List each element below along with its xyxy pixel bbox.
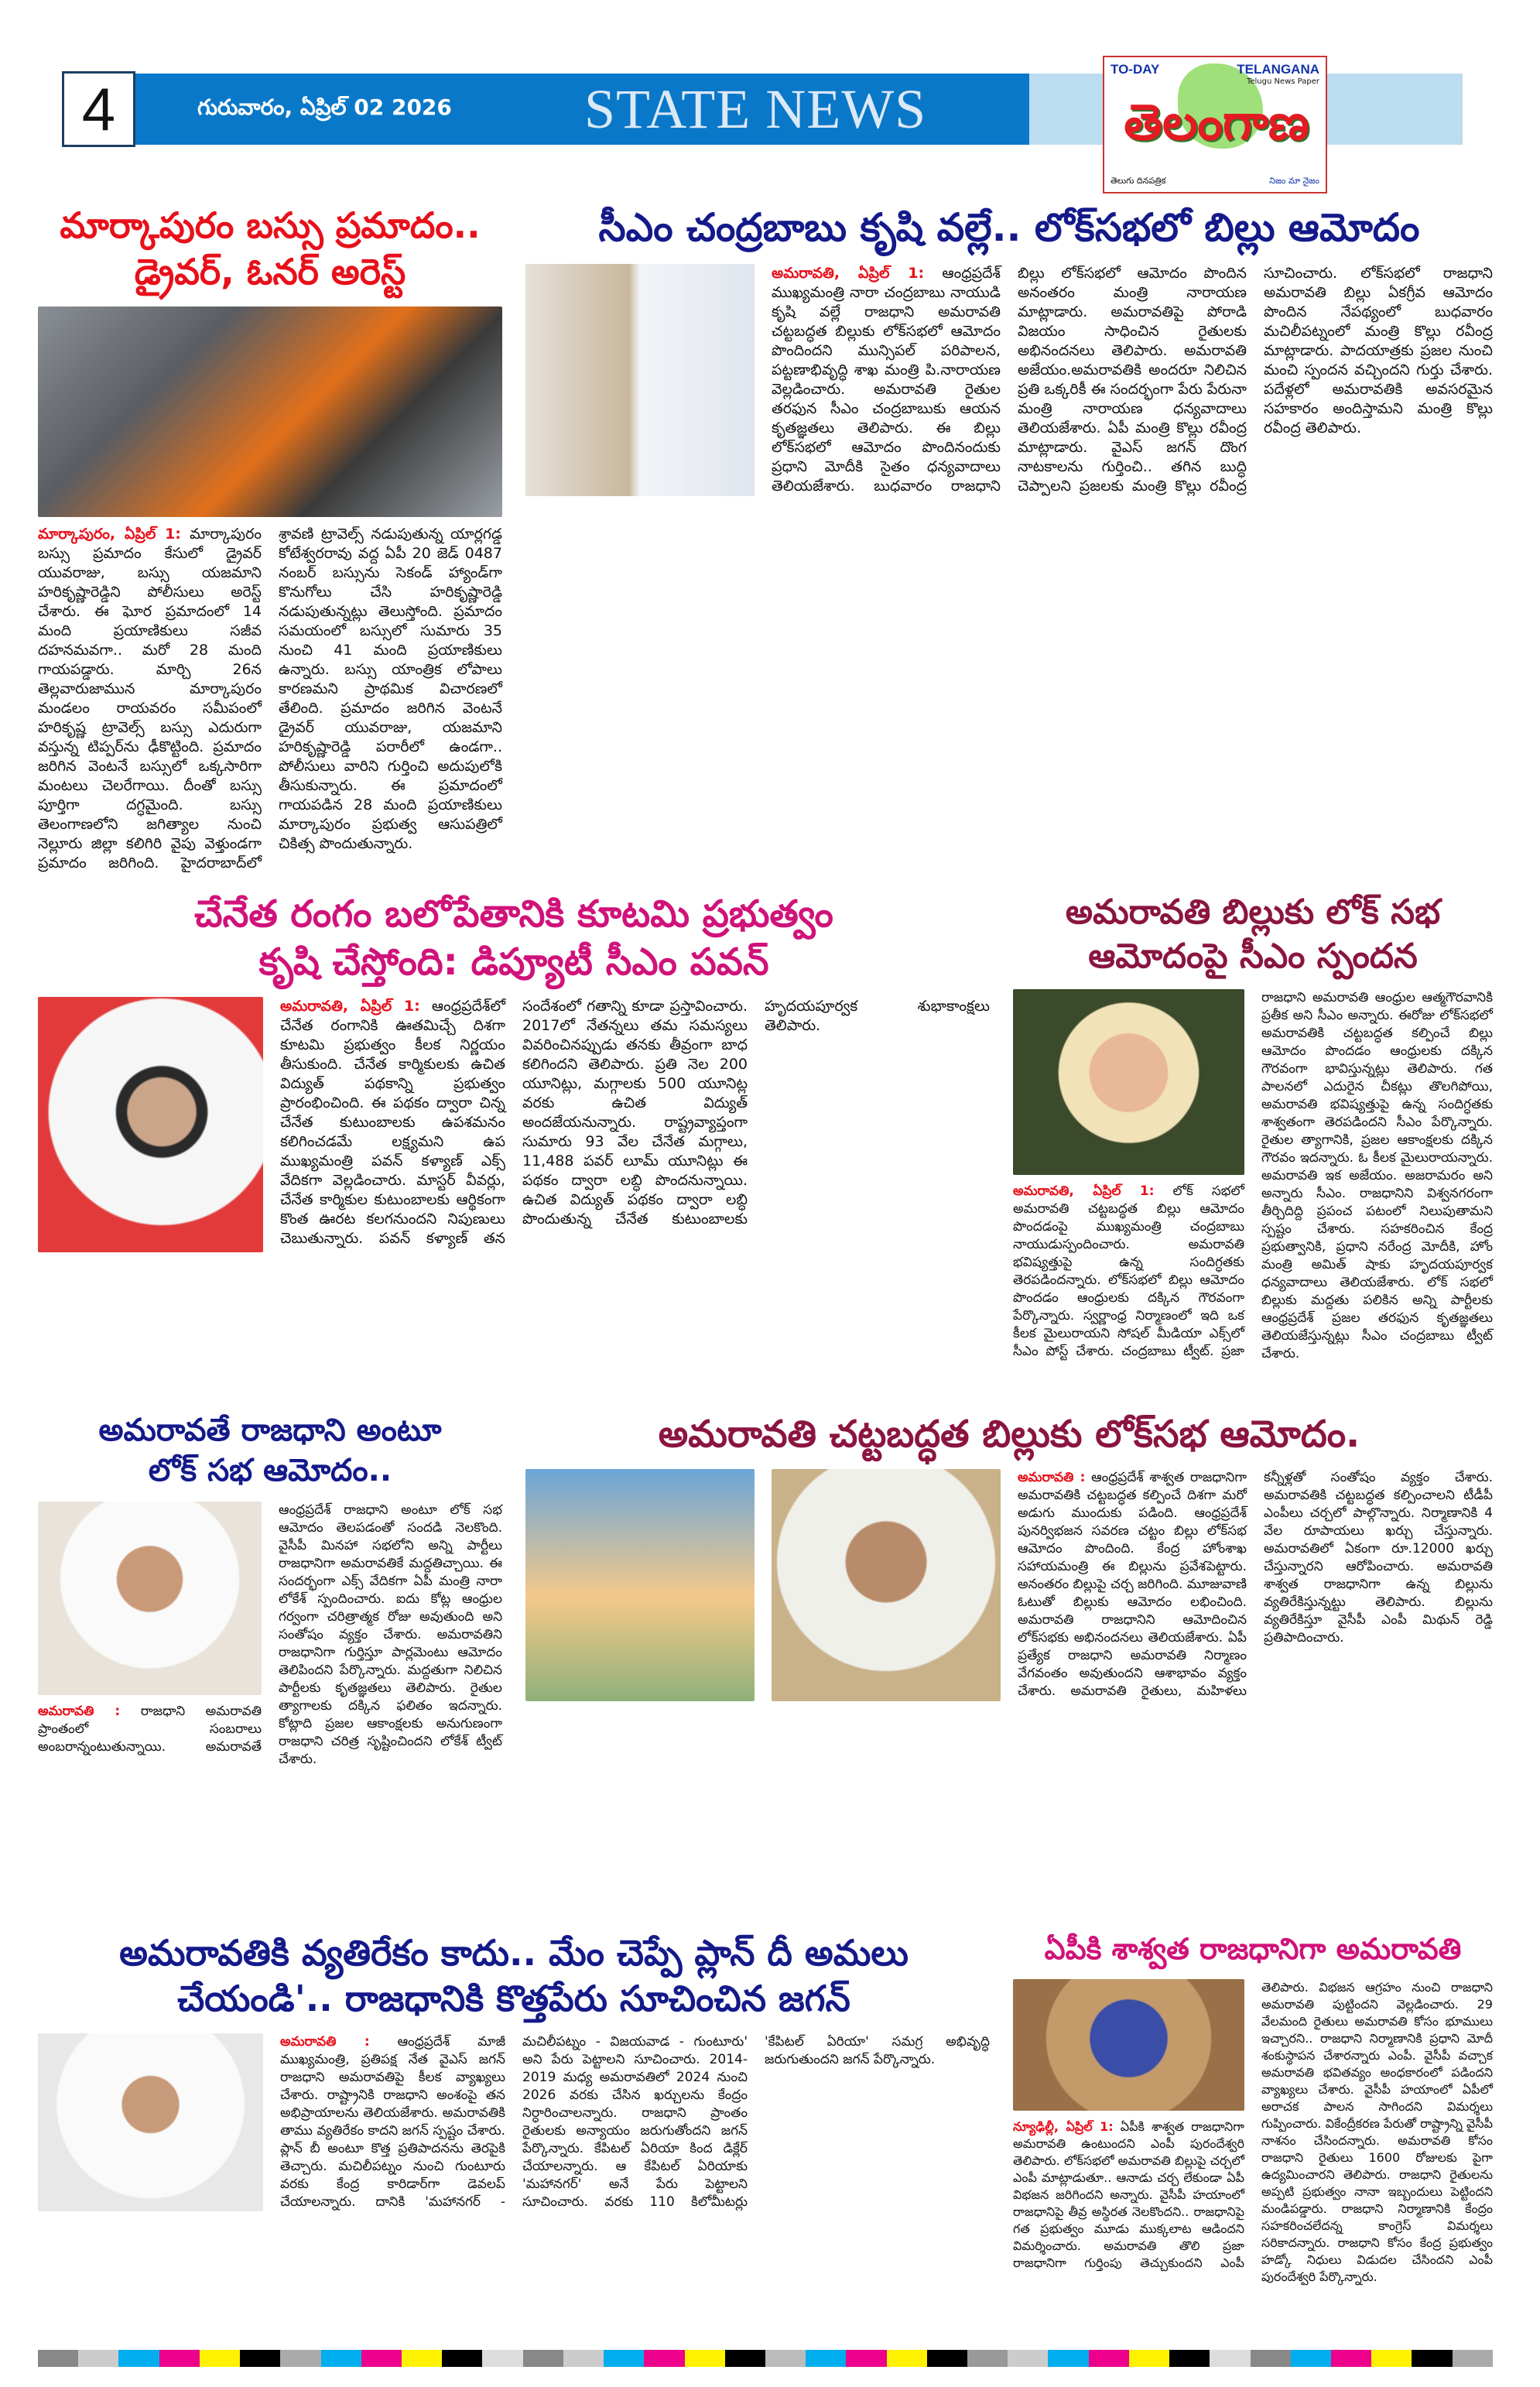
- color-swatch: [361, 2350, 402, 2367]
- issue-date: గురువారం, ఏప్రిల్ 02 2026: [197, 94, 452, 120]
- row-4: [38, 1930, 1493, 2333]
- headline-line: కృషి చేస్తోంది: డిప్యూటీ సీఎం పవన్: [258, 940, 769, 984]
- headline-handloom: [38, 890, 990, 987]
- color-swatch: [442, 2350, 482, 2367]
- headline-line: చేనేత రంగం బలోపేతానికి కూటమి ప్రభుత్వం: [194, 892, 833, 936]
- article-text: లోక్ సభలో అమరావతి చట్టబద్ధత బిల్లు ఆమోదం పొందడంపై ముఖ్యమంత్రి చంద్రబాబు నాయుడుస్పందించారు. అమరావతి భవిష్యత్తుపై ఉన్న సందిగ్ధతకు తెరపడిందన్నారు. లోక్‌సభలో బిల్లు ఆమోదం పొందడం ఆంధ్రులకు దక్కిన గౌరవంగా పేర్కొన్నారు. స్వర్ణాంధ్ర నిర్మాణంలో ఇది ఒక కీలక మైలురాయని సోషల్ మీడియా ఎక్స్‌లో సీఎం పోస్ట్ చేశారు. చంద్రబాబు ట్వీట్. ప్రజా రాజధాని అమరావతి ఆంధ్రుల ఆత్మగౌరవానికి ప్రతీక అని సీఎం అన్నారు. ఈరోజు లోక్‌సభలో అమరావతికి చట్టబద్ధత కల్పించే బిల్లు ఆమోదం పొందడం ఆంధ్రులకు దక్కిన గౌరవంగా భావిస్తున్నట్లు తెలిపారు. గత పాలనలో ఎదురైన చీకట్లు తొలగిపోయి, అమరావతి భవిష్యత్తుపై ఉన్న సందిగ్ధతకు శాశ్వతంగా తెరపడిందని సీఎం పేర్కొన్నారు. రైతుల త్యాగానికి, ప్రజల ఆకాంక్షలకు దక్కిన గౌరవం ఇదన్నారు. ఓ కీలక మైలురాయన్నారు. అమరావతి ఇక అజేయం. అజరామరం అని అన్నారు సీఎం. రాజధానిని విశ్వనగరంగా తీర్చిదిద్ది ప్రపంచ పటంలో నిలుపుతామని స్పష్టం చేశారు. సహకరించిన కేంద్ర ప్రభుత్వానికి, ప్రధాని నరేంద్ర మోదీకి, హోం మంత్రి అమిత్ షాకు హృదయపూర్వక ధన్యవాదాలు తెలియజేశారు. లోక్ సభలో బిల్లుకు మద్దతు పలికిన అన్ని పార్టీలకు ఆంధ్రప్రదేశ్ ప్రజల తరఫున కృతజ్ఞతలు తెలియజేస్తున్నట్లు సీఎం చంద్రబాబు ట్వీట్ చేశారు.: [1013, 989, 1493, 1361]
- minister-speaking-photo: [772, 1469, 1001, 1701]
- ministers-photo: [525, 264, 755, 496]
- color-swatch: [1251, 2350, 1291, 2367]
- logo-telangana: TELANGANA: [1237, 62, 1319, 77]
- headline-line: అమరావతి బిల్లుకు లోక్ సభ: [1065, 892, 1441, 932]
- color-swatch: [1291, 2350, 1331, 2367]
- amaravati-buddha-statue-photo: [525, 1469, 755, 1701]
- color-swatch: [280, 2350, 320, 2367]
- article-permanent-capital: [1013, 1930, 1493, 2286]
- color-swatch: [159, 2350, 200, 2367]
- color-swatch: [725, 2350, 765, 2367]
- bus-fire-photo: [38, 307, 502, 517]
- dateline: అమరావతి, ఏప్రిల్ 1:: [772, 265, 925, 282]
- article-text: రాజధాని అమరావతి ప్రాంతంలో సంబరాలు అంబరాన్నంటుతున్నాయి. అమరావతే ఆంధ్రప్రదేశ్ రాజధాని అంటూ లోక్ సభ ఆమోదం తెలపడంతో సందడి నెలకొంది. వైసీపీ మినహా సభలోని అన్ని పార్టీలు రాజధానిగా అమరావతికే మద్దతిచ్చాయి. ఈ సందర్భంగా ఎక్స్ వేదికగా ఏపీ మంత్రి నారా లోకేశ్ స్పందించారు. ఐదు కోట్ల ఆంధ్రుల గర్వంగా చరిత్రాత్మక రోజు అవుతుంది అని సంతోషం వ్యక్తం చేశారు. అమరావతిని రాజధానిగా గుర్తిస్తూ పార్లమెంటు ఆమోదం తెలిపిందని పేర్కొన్నారు. మద్దతుగా నిలిచిన పార్టీలకు కృతజ్ఞతలు తెలిపారు. రైతుల త్యాగాలకు దక్కిన ఫలితం ఇదన్నారు. కోట్లాది ప్రజల ఆకాంక్షలకు అనుగుణంగా రాజధాని చరిత్ర సృష్టించిందని లోకేశ్ ట్వీట్ చేశారు.: [38, 1502, 502, 1767]
- article-jagan: [38, 1930, 990, 2212]
- article-jagan-body: [38, 2033, 990, 2211]
- article-cm-response: [1013, 890, 1493, 1363]
- dateline: న్యూఢిల్లీ, ఏప్రిల్ 1:: [1013, 2118, 1114, 2134]
- color-swatch: [118, 2350, 159, 2367]
- logo-today: TO-DAY: [1111, 62, 1160, 77]
- color-swatch: [523, 2350, 563, 2367]
- headline-cm-response: [1013, 890, 1493, 978]
- headline-statutory-bill: అమరావతి చట్టబద్ధత బిల్లుకు లోక్‌సభ ఆమోదం.: [658, 1412, 1360, 1456]
- headline-cm-bill: సీఎం చంద్రబాబు కృషి వల్లే.. లోక్‌సభలో బిల్లు ఆమోదం: [598, 205, 1420, 250]
- color-swatch: [887, 2350, 927, 2367]
- headline-line: అమరావతికి వ్యతిరేకం కాదు.. మేం చెప్పే ప్లాన్ దీ అమలు: [119, 1931, 909, 1974]
- color-swatch: [1453, 2350, 1493, 2367]
- headline-line: అమరావతే రాజధాని అంటూ: [98, 1412, 442, 1448]
- logo-tag-right: నిజం మా నైజం: [1269, 176, 1319, 186]
- color-swatch: [1371, 2350, 1412, 2367]
- article-lokesh: [38, 1410, 502, 1769]
- color-swatch: [78, 2350, 118, 2367]
- color-swatch: [1169, 2350, 1210, 2367]
- color-swatch: [765, 2350, 806, 2367]
- article-text: ఏపీకి శాశ్వత రాజధానిగా అమరావతి ఉంటుందని ఎంపీ పురందేశ్వరి తెలిపారు. లోక్‌సభలో అమరావతి బిల్లుపై చర్చలో ఎంపీ మాట్లాడుతూ.. ఆనాడు చర్చ లేకుండా ఏపీ విభజన జరిగిందని అన్నారు. వైసీపీ హయాంలో రాజధానిపై తీవ్ర అస్థిరత నెలకొందని.. రాజధానిపై గత ప్రభుత్వం మూడు ముక్కలాట ఆడిందని విమర్శించారు. అమరావతి తొలి ప్రజా రాజధానిగా గుర్తింపు తెచ్చుకుందని ఎంపీ తెలిపారు. విభజన ఆగ్రహం నుంచి రాజధాని అమరావతి పుట్టిందని వెల్లడించారు. 29 వేలమంది రైతులు అమరావతి కోసం భూములు ఇచ్చారని.. రాజధాని నిర్మాణానికి ప్రధాని మోదీ శంకుస్థాపన చేశారన్నారు ఎంపీ. వైసీపీ వచ్చాక అమరావతి భవితవ్యం అంధకారంలో పడిందని వ్యాఖ్యలు చేశారు. వైసీపీ హయాంలో ఏపీలో అరాచక పాలన సాగిందని విమర్శలు గుప్పించారు. వికేంద్రీకరణ పేరుతో రాష్ట్రాన్ని వైసీపీ నాశనం చేసిందన్నారు. అమరావతి కోసం రాజధాని రైతులు 1600 రోజులకు పైగా ఉద్యమించారని తెలిపారు. రాజధాని రైతులను అప్పటి ప్రభుత్వం నానా ఇబ్బందులు పెట్టిందని మండిపడ్డారు. రాజధాని నిర్మాణానికి కేంద్రం సహకరించలేదన్న కాంగ్రెస్ విమర్శలు సరికాదన్నారు. రాజధాని కోసం కేంద్ర ప్రభుత్వం హడ్కో నిధులు విడుదల చేసిందని ఎంపీ పురందేశ్వరి పేర్కొన్నారు.: [1013, 1979, 1493, 2284]
- color-swatch: [1008, 2350, 1048, 2367]
- article-bus: [38, 203, 502, 873]
- color-swatch: [1412, 2350, 1452, 2367]
- row-1: [38, 203, 1493, 873]
- article-cm-response-body: [1013, 989, 1493, 1363]
- color-swatch: [685, 2350, 725, 2367]
- color-swatch: [1210, 2350, 1250, 2367]
- pawan-kalyan-photo: [38, 997, 263, 1252]
- color-swatch: [806, 2350, 846, 2367]
- article-cm-bill-body: [525, 264, 1493, 496]
- article-lokesh-body: [38, 1502, 502, 1769]
- article-text: ఆంధ్రప్రదేశ్‌లో చేనేత రంగానికి ఊతమిచ్చే దిశగా కూటమి ప్రభుత్వం కీలక నిర్ణయం తీసుకుంది. చేనేత కార్మికులకు ఉచిత విద్యుత్ పథకాన్ని ప్రభుత్వం ప్రారంభించింది. ఈ పథకం ద్వారా చిన్న చేనేత కుటుంబాలకు ఉపశమనం కలిగించడమే లక్ష్యమని ఉప ముఖ్యమంత్రి పవన్ కళ్యాణ్ ఎక్స్ వేదికగా వెల్లడించారు. మాస్టర్ వీవర్లు, చేనేత కార్మికుల కుటుంబాలకు ఆర్థికంగా కొంత ఊరట కలగనుందని నిపుణులు చెబుతున్నారు. పవన్ కళ్యాణ్ తన సందేశంలో గతాన్ని కూడా ప్రస్తావించారు. 2017లో నేతన్నలు తమ సమస్యలు వివరించినప్పుడు తనకు తీవ్రంగా బాధ కలిగిందని తెలిపారు. ప్రతి నెల 200 యూనిట్లు, మగ్గాలకు 500 యూనిట్ల వరకు ఉచిత విద్యుత్ అందజేయనున్నారు. రాష్ట్రవ్యాప్తంగా సుమారు 93 వేల చేనేత మగ్గాలు, 11,488 పవర్ లూమ్ యూనిట్లు ఈ పథకం ద్వారా లబ్ధి పొందనున్నాయి. ఉచిత విద్యుత్ పథకం ద్వారా లబ్ధి పొందుతున్న చేనేత కుటుంబాలకు హృదయపూర్వక శుభాకాంక్షలు తెలిపారు.: [280, 998, 990, 1248]
- headline-lokesh: [38, 1410, 502, 1491]
- dateline: అమరావతి, ఏప్రిల్ 1:: [280, 998, 420, 1015]
- article-text: ఆంధ్రప్రదేశ్ మాజీ ముఖ్యమంత్రి, ప్రతిపక్ష నేత వైఎస్ జగన్ రాజధాని అమరావతిపై కీలక వ్యాఖ్యలు చేశారు. రాష్ట్రానికి రాజధాని అంశంపై తన అభిప్రాయాలను తెలియజేశారు. అమరావతికి తాము వ్యతిరేకం కాదని జగన్ స్పష్టం చేశారు. ప్లాన్ బీ అంటూ కొత్త ప్రతిపాదనను తెరపైకి తెచ్చారు. మచిలీపట్నం నుంచి గుంటూరు వరకు కేంద్ర కారిడార్‌గా డెవలప్ చేయాలన్నారు. దానికి 'మహానగర్ - మచిలీపట్నం - విజయవాడ - గుంటూరు' అని పేరు పెట్టాలని సూచించారు. 2014-2019 మధ్య అమరావతిలో 2024 నుంచి 2026 వరకు చేసిన ఖర్చులను కేంద్రం నిర్ధారించాలన్నారు. రాజధాని ప్రాంతం రైతులకు అన్యాయం జరుగుతోందని జగన్ పేర్కొన్నారు. కేపిటల్ ఏరియా కింద డిక్లేర్ చేయాలన్నారు. ఆ కేపిటల్ ఏరియాకు 'మహానగర్' అనే పేరు పెట్టాలని సూచించారు. వరకు 110 కిలోమీటర్లు 'కేపిటల్ ఏరియా' సమగ్ర అభివృద్ధి జరుగుతుందని జగన్ పేర్కొన్నారు.: [280, 2034, 990, 2211]
- logo-tag-left: తెలుగు దినపత్రిక: [1111, 176, 1166, 186]
- article-permanent-body: [1013, 1979, 1493, 2286]
- logo-subtitle: Telugu News Paper: [1246, 77, 1319, 86]
- color-swatch: [1331, 2350, 1371, 2367]
- headline-line: చేయండి'.. రాజధానికి కొత్తపేరు సూచించిన జగన్: [177, 1978, 850, 2020]
- color-swatch: [846, 2350, 886, 2367]
- dateline: అమరావతి, ఏప్రిల్ 1:: [1013, 1183, 1155, 1199]
- row-3: [38, 1410, 1493, 1913]
- color-swatch: [240, 2350, 280, 2367]
- dateline: మార్కాపురం, ఏప్రిల్ 1:: [38, 525, 181, 543]
- color-swatch: [967, 2350, 1008, 2367]
- color-swatch: [402, 2350, 442, 2367]
- page-number: 4: [62, 71, 135, 147]
- purandeswari-photo: [1013, 1979, 1244, 2111]
- color-swatch: [927, 2350, 967, 2367]
- color-swatch: [482, 2350, 522, 2367]
- chandrababu-photo: [1013, 989, 1244, 1175]
- logo-name: తెలంగాణ: [1124, 94, 1309, 152]
- dateline: అమరావతి :: [280, 2034, 370, 2050]
- jagan-photo: [38, 2033, 263, 2211]
- article-handloom-body: [38, 997, 990, 1252]
- article-statutory-body: [525, 1469, 1493, 1701]
- headline-permanent-capital: ఏపీకి శాశ్వత రాజధానిగా అమరావతి: [1044, 1931, 1462, 1966]
- headline-jagan: [38, 1930, 990, 2023]
- article-text: ఆంధ్రప్రదేశ్ శాశ్వత రాజధానిగా అమరావతికి చట్టబద్ధత కల్పించే దిశగా మరో అడుగు ముందుకు పడింది. ఆంధ్రప్రదేశ్ పునర్విభజన సవరణ చట్టం బిల్లు లోక్‌సభ ఆమోదం పొందింది. కేంద్ర హోంశాఖ సహాయమంత్రి ఈ బిల్లును ప్రవేశపెట్టారు. అనంతరం బిల్లుపై చర్చ జరిగింది. మూజువాణి ఓటుతో బిల్లుకు ఆమోదం లభించింది. అమరావతి రాజధానిని ఆమోదించిన లోక్‌సభకు అభినందనలు తెలియజేశారు. ఏపీ ప్రత్యేక రాజధాని అమరావతి నిర్మాణం వేగవంతం అవుతుందని ఆశాభావం వ్యక్తం చేశారు. అమరావతి రైతులు, మహిళలు కన్నీళ్లతో సంతోషం వ్యక్తం చేశారు. అమరావతికి చట్టబద్ధత కల్పించాలని టీడీపీ ఎంపీలు చర్చలో పాల్గొన్నారు. నిర్మాణానికి 4 వేల రూపాయలు ఖర్చు చేస్తున్నారు. అమరావతిలో ఏకంగా రూ.12000 ఖర్చు చేస్తున్నారని ఆరోపించారు. అమరావతి శాశ్వత రాజధానిగా ఉన్న బిల్లును వ్యతిరేకిస్తున్నట్టు తెలిపారు. బిల్లును వ్యతిరేకిస్తూ వైసీపీ ఎంపీ మిథున్ రెడ్డి ప్రతిపాదించారు.: [1018, 1469, 1493, 1699]
- article-cm-bill: [525, 203, 1493, 496]
- section-title: STATE NEWS: [584, 78, 927, 140]
- color-swatch: [1048, 2350, 1088, 2367]
- article-handloom: [38, 890, 990, 1253]
- color-swatch: [321, 2350, 361, 2367]
- registration-color-bar: [38, 2350, 1493, 2367]
- headline-line: లోక్ సభ ఆమోదం..: [148, 1452, 392, 1488]
- color-swatch: [604, 2350, 644, 2367]
- article-bus-body: [38, 525, 502, 873]
- color-swatch: [563, 2350, 604, 2367]
- color-swatch: [1089, 2350, 1129, 2367]
- article-text: మార్కాపురం బస్సు ప్రమాదం కేసులో డ్రైవర్ యువరాజు, బస్సు యజమాని హరికృష్ణారెడ్డిని పోలీసులు అరెస్ట్ చేశారు. ఈ ఘోర ప్రమాదంలో 14 మంది ప్రయాణికులు సజీవ దహనమవగా.. మరో 28 మంది గాయపడ్డారు. మార్చి 26న తెల్లవారుజామున మార్కాపురం మండలం రాయవరం సమీపంలో హరికృష్ణ ట్రావెల్స్ బస్సు ఎదురుగా వస్తున్న టిప్పర్‌ను ఢీకొట్టింది. ప్రమాదం జరిగిన వెంటనే బస్సులో ఒక్కసారిగా మంటలు చెలరేగాయి. దీంతో బస్సు పూర్తిగా దగ్ధమైంది. బస్సు తెలంగాణలోని జగిత్యాల నుంచి నెల్లూరు జిల్లా కలిగిరి వైపు వెళ్తుండగా ప్రమాదం జరిగింది. హైదరాబాద్‌లో శ్రావణి ట్రావెల్స్ నడుపుతున్న యార్లగడ్డ కోటేశ్వరరావు వద్ద ఏపీ 20 జెడ్ 0487 నంబర్ బస్సును సెకండ్ హ్యాండ్‌గా కొనుగోలు చేసి హరికృష్ణారెడ్డి నడుపుతున్నట్లు తెలుస్తోంది. ప్రమాదం సమయంలో బస్సులో సుమారు 35 నుంచి 41 మంది ప్రయాణికులు ఉన్నారు. బస్సు యాంత్రిక లోపాలు కారణమని ప్రాథమిక విచారణలో తేలింది. ప్రమాదం జరిగిన వెంటనే డ్రైవర్ యువరాజు, యజమాని హరికృష్ణారెడ్డి పరారీలో ఉండగా.. పోలీసులు వారిని గుర్తించి అదుపులోకి తీసుకున్నారు. ఈ ప్రమాదంలో గాయపడిన 28 మంది ప్రయాణికులు మార్కాపురం ప్రభుత్వ ఆసుపత్రిలో చికిత్స పొందుతున్నారు.: [38, 525, 502, 872]
- article-statutory: [525, 1410, 1493, 1701]
- color-swatch: [644, 2350, 684, 2367]
- newspaper-logo: [1103, 56, 1327, 193]
- row-2: [38, 890, 1493, 1393]
- headline-line: ఆమోదంపై సీఎం స్పందన: [1088, 936, 1418, 976]
- article-text: ఆంధ్రప్రదేశ్ ముఖ్యమంత్రి నారా చంద్రబాబు నాయుడి కృషి వల్లే రాజధాని అమరావతి చట్టబద్ధత బిల్లుకు లోక్‌సభలో ఆమోదం పొందిందని మున్సిపల్ పరిపాలన, పట్టణాభివృద్ధి శాఖ మంత్రి పి.నారాయణ వెల్లడించారు. అమరావతి రైతుల తరఫున సీఎం చంద్రబాబుకు ఆయన కృతజ్ఞతలు తెలిపారు. ఈ బిల్లు లోక్‌సభలో ఆమోదం పొందినందుకు ప్రధాని మోదీకి సైతం ధన్యవాదాలు తెలియజేశారు. బుధవారం రాజధాని బిల్లు లోక్‌సభలో ఆమోదం పొందిన అనంతరం మంత్రి నారాయణ మాట్లాడారు. అమరావతిపై పోరాడి విజయం సాధించిన రైతులకు అభినందనలు తెలిపారు. అమరావతి అజేయం.అమరావతికి అందరూ నిలిచిన ప్రతి ఒక్కరికీ ఈ సందర్భంగా పేరు పేరునా మంత్రి నారాయణ ధన్యవాదాలు తెలియజేశారు. ఏపీ మంత్రి కొల్లు రవీంద్ర మాట్లాడారు. వైఎస్ జగన్ దొంగ నాటకాలను గుర్తించి.. తగిన బుద్ధి చెప్పాలని ప్రజలకు మంత్రి కొల్లు రవీంద్ర సూచించారు. లోక్‌సభలో రాజధాని అమరావతి బిల్లు ఏకగ్రీవ ఆమోదం పొందిన నేపథ్యంలో బుధవారం మచిలీపట్నంలో మంత్రి కొల్లు రవీంద్ర మాట్లాడారు. పాదయాత్రకు ప్రజల నుంచి మంచి స్పందన వచ్చిందని గుర్తు చేశారు. పదేళ్లలో అమరావతికి అవసరమైన సహకారం అందిస్తామని మంత్రి కొల్లు రవీంద్ర తెలిపారు.: [772, 265, 1493, 495]
- dateline: అమరావతి :: [38, 1703, 121, 1719]
- color-swatch: [1129, 2350, 1169, 2367]
- color-swatch: [38, 2350, 78, 2367]
- dateline: అమరావతి :: [1018, 1469, 1086, 1485]
- color-swatch: [200, 2350, 240, 2367]
- lokesh-photo: [38, 1502, 262, 1695]
- headline-bus-accident: మార్కాపురం బస్సు ప్రమాదం.. డ్రైవర్, ఓనర్ అరెస్ట్: [60, 204, 481, 293]
